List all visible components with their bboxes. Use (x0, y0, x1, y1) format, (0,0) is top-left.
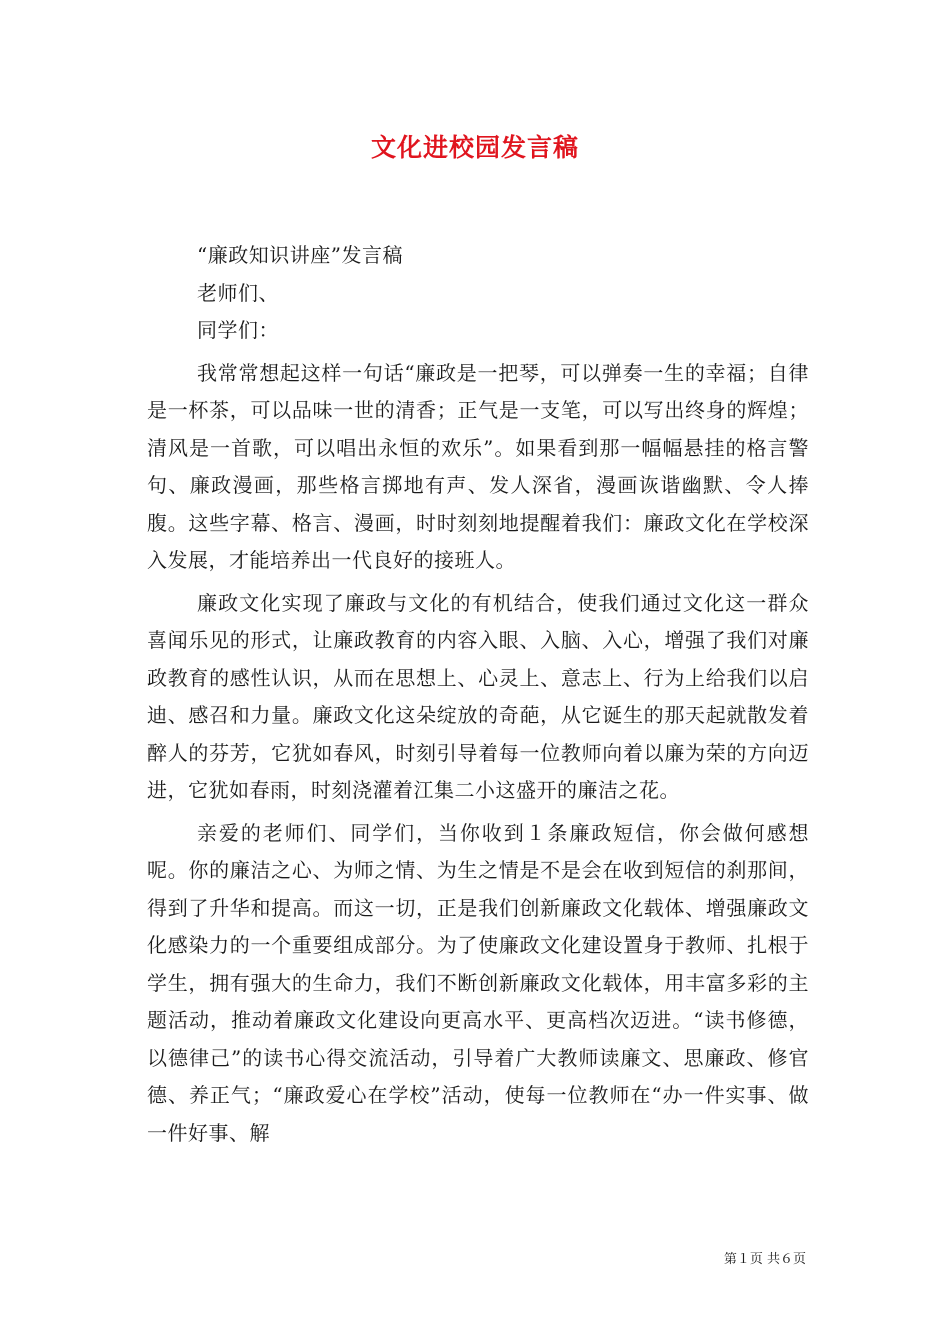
paragraph-2: 廉政文化实现了廉政与文化的有机结合，使我们通过文化这一群众喜闻乐见的形式，让廉政教育的内容入眼、入脑、入心，增强了我们对廉政教育的感性认识，从而在思想上、心灵上、意志上、行为上给我们以启迪、感召和力量。廉政文化这朵绽放的奇葩，从它诞生的那天起就散发着醉人的芬芳，它犹如春风，时刻引导着每一位教师向着以廉为荣的方向迈进，它犹如春雨，时刻浇灌着江集二小这盛开的廉洁之花。 (147, 590, 809, 802)
paragraph-1: 我常常想起这样一句话“廉政是一把琴，可以弹奏一生的幸福；自律是一杯茶，可以品味一世的清香；正气是一支笔，可以写出终身的辉煌；清风是一首歌，可以唱出永恒的欢乐”。如果看到那一幅幅悬挂的格言警句、廉政漫画，那些格言掷地有声、发人深省，漫画诙谐幽默、令人捧腹。这些字幕、格言、漫画，时时刻刻地提醒着我们：廉政文化在学校深入发展，才能培养出一代良好的接班人。 (147, 360, 809, 572)
document-body (147, 237, 809, 1152)
paragraph-3: 亲爱的老师们、同学们，当你收到１条廉政短信，你会做何感想呢。你的廉洁之心、为师之情、为生之情是不是会在收到短信的刹那间，得到了升华和提高。而这一切，正是我们创新廉政文化载体、增强廉政文化感染力的一个重要组成部分。为了使廉政文化建设置身于教师、扎根于学生，拥有强大的生命力，我们不断创新廉政文化载体，用丰富多彩的主题活动，推动着廉政文化建设向更高水平、更高档次迈进。“读书修德，以德律己”的读书心得交流活动，引导着广大教师读廉文、思廉政、修官德、养正气；“廉政爱心在学校”活动，使每一位教师在“办一件实事、做一件好事、解 (147, 820, 809, 1145)
subtitle-line: “廉政知识讲座”发言稿 (197, 243, 403, 267)
salutation-students: 同学们： (197, 318, 279, 342)
document-title: 文化进校园发言稿 (370, 133, 579, 162)
page-number: 第１页 共６页 (723, 1252, 806, 1267)
salutation-teachers: 老师们、 (197, 280, 279, 305)
